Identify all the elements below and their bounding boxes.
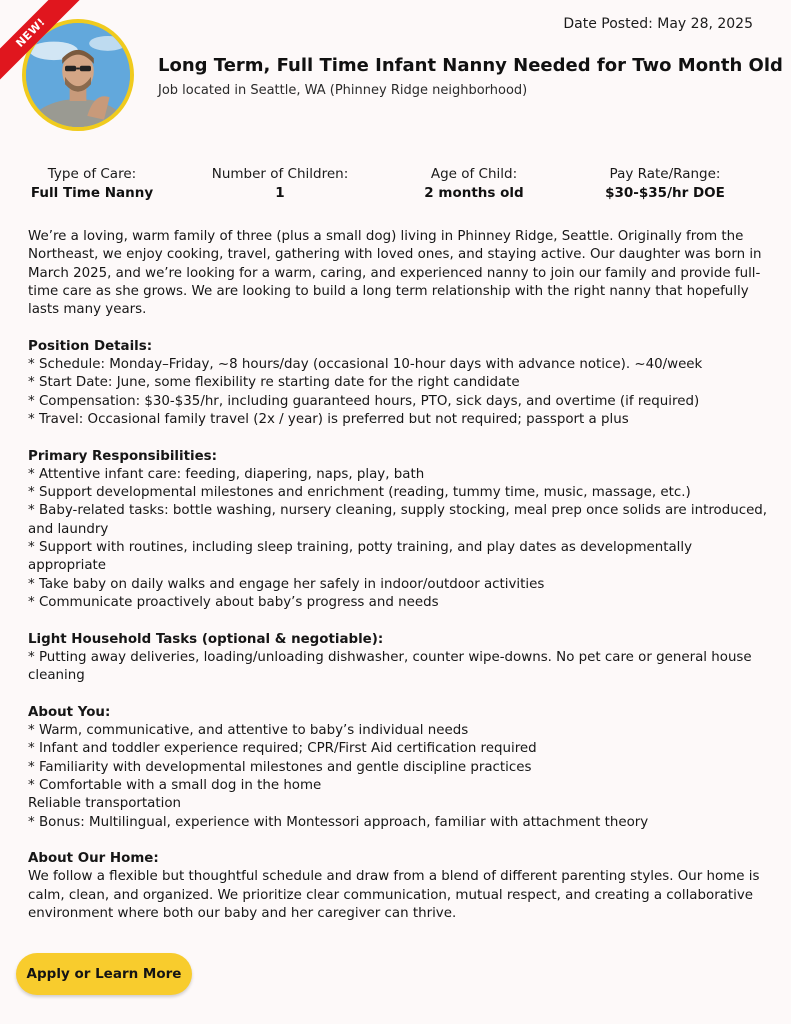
- stat-value: $30-$35/hr DOE: [605, 185, 725, 201]
- stat-label: Type of Care:: [47, 166, 137, 182]
- section-position-details: [28, 338, 770, 429]
- list-item: * Schedule: Monday–Friday, ~8 hours/day (occasional 10-hour days with advance notice). ~40/week: [28, 357, 703, 373]
- list-item: * Support with routines, including sleep training, potty training, and play dates as developmentally appropriate: [28, 540, 693, 574]
- stat-value: 1: [275, 185, 285, 201]
- section-household-tasks: [28, 631, 770, 686]
- list-item: Reliable transportation: [28, 796, 182, 812]
- stat-value: 2 months old: [424, 185, 524, 201]
- list-item: * Communicate proactively about baby’s progress and needs: [28, 594, 439, 610]
- list-item: * Attentive infant care: feeding, diapering, naps, play, bath: [28, 466, 425, 482]
- section-about-you: [28, 704, 770, 832]
- list-item: * Comfortable with a small dog in the home: [28, 777, 322, 793]
- intro-paragraph: We’re a loving, warm family of three (plus a small dog) living in Phinney Ridge, Seattle. Originally from the Northeast, we enjoy cooking, travel, gathering with loved ones, and staying active. Our daughter was born in March 2025, and we’re looking for a warm, caring, and experienced nanny to join our family and provide full-time care as she grows. We are looking to build a long term relationship with the right nanny that hopefully lasts many years.: [28, 229, 762, 318]
- list-item: * Start Date: June, some flexibility re starting date for the right candidate: [28, 375, 520, 391]
- list-item: * Take baby on daily walks and engage her safely in indoor/outdoor activities: [28, 576, 545, 592]
- list-item: * Warm, communicative, and attentive to baby’s individual needs: [28, 723, 469, 739]
- list-item: * Infant and toddler experience required; CPR/First Aid certification required: [28, 741, 537, 757]
- date-posted: Date Posted: May 28, 2025: [563, 16, 753, 32]
- section-title: Light Household Tasks (optional & negotiable):: [28, 631, 384, 647]
- section-title: Position Details:: [28, 338, 153, 354]
- list-item: * Baby-related tasks: bottle washing, nursery cleaning, supply stocking, meal prep once solids are introduced, and laundry: [28, 503, 768, 537]
- job-description: [28, 228, 770, 923]
- job-title: Long Term, Full Time Infant Nanny Needed for Two Month Old: [158, 55, 783, 76]
- list-item: * Putting away deliveries, loading/unloading dishwasher, counter wipe-downs. No pet care or general house cleaning: [28, 649, 752, 684]
- apply-button[interactable]: Apply or Learn More: [16, 953, 192, 995]
- section-about-our-home: [28, 850, 770, 923]
- stat-number-of-children: [180, 165, 380, 202]
- new-ribbon: [0, 0, 110, 110]
- section-title: About Our Home:: [28, 851, 159, 867]
- home-paragraph: We follow a flexible but thoughtful schedule and draw from a blend of different parenting styles. Our home is calm, clean, and organized. We prioritize clear communication, mutual respect, and creating a collaborative environment where both our baby and her caregiver can thrive.: [28, 869, 760, 921]
- list-item: * Travel: Occasional family travel (2x / year) is preferred but not required; passport a plus: [28, 411, 629, 427]
- section-title: Primary Responsibilities:: [28, 448, 217, 464]
- stat-type-of-care: [0, 165, 192, 202]
- stat-label: Age of Child:: [430, 166, 518, 182]
- section-title: About You:: [28, 704, 111, 720]
- section-primary-responsibilities: [28, 448, 770, 613]
- stat-label: Number of Children:: [211, 166, 349, 182]
- list-item: * Familiarity with developmental milestones and gentle discipline practices: [28, 759, 532, 775]
- stat-age-of-child: [374, 165, 574, 202]
- stat-value: Full Time Nanny: [30, 185, 154, 201]
- list-item: * Bonus: Multilingual, experience with Montessori approach, familiar with attachment theory: [28, 814, 649, 830]
- list-item: * Support developmental milestones and enrichment (reading, tummy time, music, massage, etc.): [28, 485, 691, 501]
- list-item: * Compensation: $30-$35/hr, including guaranteed hours, PTO, sick days, and overtime (if required): [28, 393, 700, 409]
- stat-pay-rate: [565, 165, 765, 202]
- stat-label: Pay Rate/Range:: [609, 166, 721, 182]
- new-badge: NEW!: [0, 0, 92, 94]
- job-location: Job located in Seattle, WA (Phinney Ridge neighborhood): [158, 83, 528, 98]
